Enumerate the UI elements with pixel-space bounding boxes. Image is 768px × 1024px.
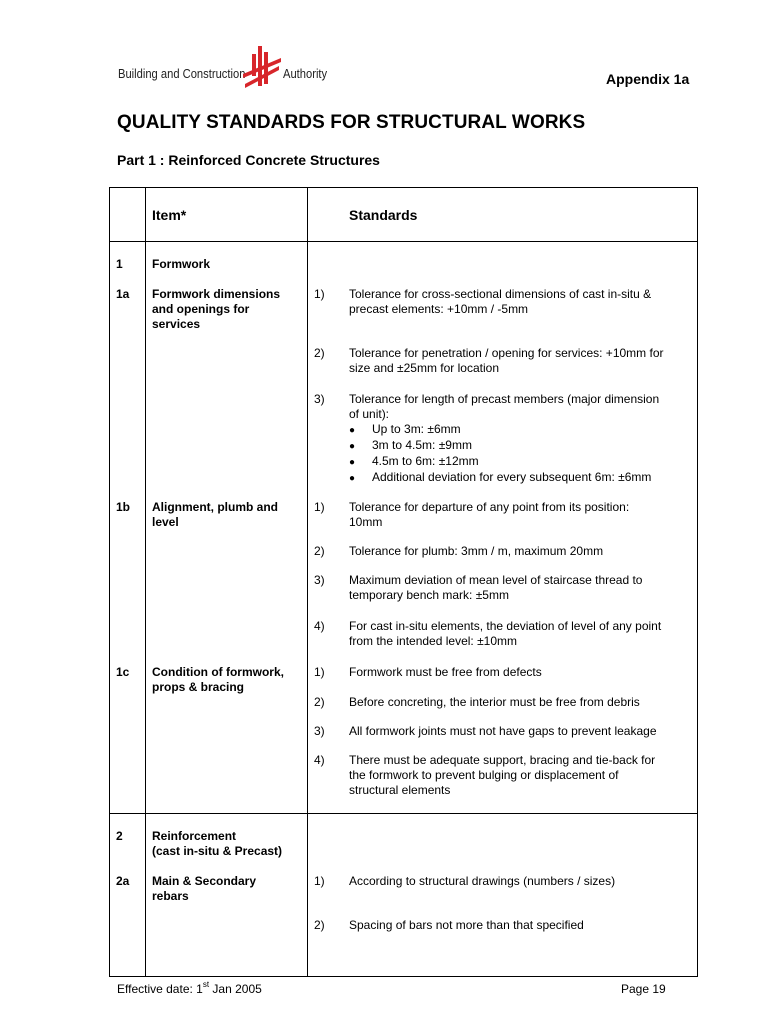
appendix-label: Appendix 1a <box>606 71 690 87</box>
page-number: Page 19 <box>621 982 666 996</box>
standard-text: Tolerance for penetration / opening for services: +10mm for size and ±25mm for location <box>349 346 664 375</box>
standard-number: 1) <box>314 287 325 301</box>
org-name-right: Authority <box>283 66 328 81</box>
standard-number: 2) <box>314 918 325 932</box>
standard-number: 2) <box>314 544 325 558</box>
column-header-standards: Standards <box>349 207 418 223</box>
item-label: Main & Secondary rebars <box>152 874 257 903</box>
item-number: 1a <box>116 287 130 301</box>
standard-text: There must be adequate support, bracing and tie-back for the formwork to prevent bulging or displacement of structural elements <box>349 753 656 797</box>
item-number: 1c <box>116 665 130 679</box>
standard-number: 2) <box>314 346 325 360</box>
standard-text: Tolerance for length of precast members (major dimension of unit): <box>349 392 660 421</box>
effective-date: Effective date: 1st Jan 2005 <box>117 980 262 996</box>
standard-number: 3) <box>314 724 325 738</box>
item-label: Formwork dimensions and openings for services <box>152 287 281 331</box>
section-label: Formwork <box>152 257 211 271</box>
standard-number: 2) <box>314 695 325 709</box>
standard-text: Tolerance for plumb: 3mm / m, maximum 20mm <box>349 544 604 558</box>
bca-logo-icon <box>243 44 281 88</box>
standard-text: Before concreting, the interior must be free from debris <box>349 695 640 709</box>
standard-number: 1) <box>314 874 325 888</box>
standard-text: All formwork joints must not have gaps to prevent leakage <box>349 724 657 738</box>
page-subtitle: Part 1 : Reinforced Concrete Structures <box>117 152 380 168</box>
standard-text: Tolerance for departure of any point from its position: 10mm <box>349 500 630 529</box>
standard-number: 4) <box>314 753 325 767</box>
section-label: Reinforcement (cast in-situ & Precast) <box>152 829 283 858</box>
standard-number: 4) <box>314 619 325 633</box>
standard-text: For cast in-situ elements, the deviation of level of any point from the intended level: ±10mm <box>349 619 662 648</box>
list-item: ● 3m to 4.5m: ±9mm <box>349 438 472 452</box>
item-number: 1b <box>116 500 131 514</box>
standard-text: According to structural drawings (numbers / sizes) <box>349 874 616 888</box>
org-name-left: Building and Construction <box>118 66 246 81</box>
list-item: ● Additional deviation for every subsequent 6m: ±6mm <box>349 470 652 484</box>
standard-number: 1) <box>314 500 325 514</box>
standard-number: 3) <box>314 573 325 587</box>
item-number: 2a <box>116 874 130 888</box>
column-header-item: Item* <box>152 207 187 223</box>
section-number: 2 <box>116 829 123 843</box>
section-number: 1 <box>116 257 123 271</box>
list-item: ● 4.5m to 6m: ±12mm <box>349 454 479 468</box>
standard-text: Maximum deviation of mean level of staircase thread to temporary bench mark: ±5mm <box>349 573 643 602</box>
standard-text: Tolerance for cross-sectional dimensions of cast in-situ & precast elements: +10mm / -5mm <box>349 287 652 316</box>
item-label: Condition of formwork, props & bracing <box>152 665 284 694</box>
page-title: QUALITY STANDARDS FOR STRUCTURAL WORKS <box>117 112 586 133</box>
standard-number: 3) <box>314 392 325 406</box>
standard-text: Spacing of bars not more than that specified <box>349 918 584 932</box>
standard-number: 1) <box>314 665 325 679</box>
standard-text: Formwork must be free from defects <box>349 665 542 679</box>
bullet-list <box>349 422 651 486</box>
list-item: ● Up to 3m: ±6mm <box>349 422 461 436</box>
item-label: Alignment, plumb and level <box>152 500 278 529</box>
